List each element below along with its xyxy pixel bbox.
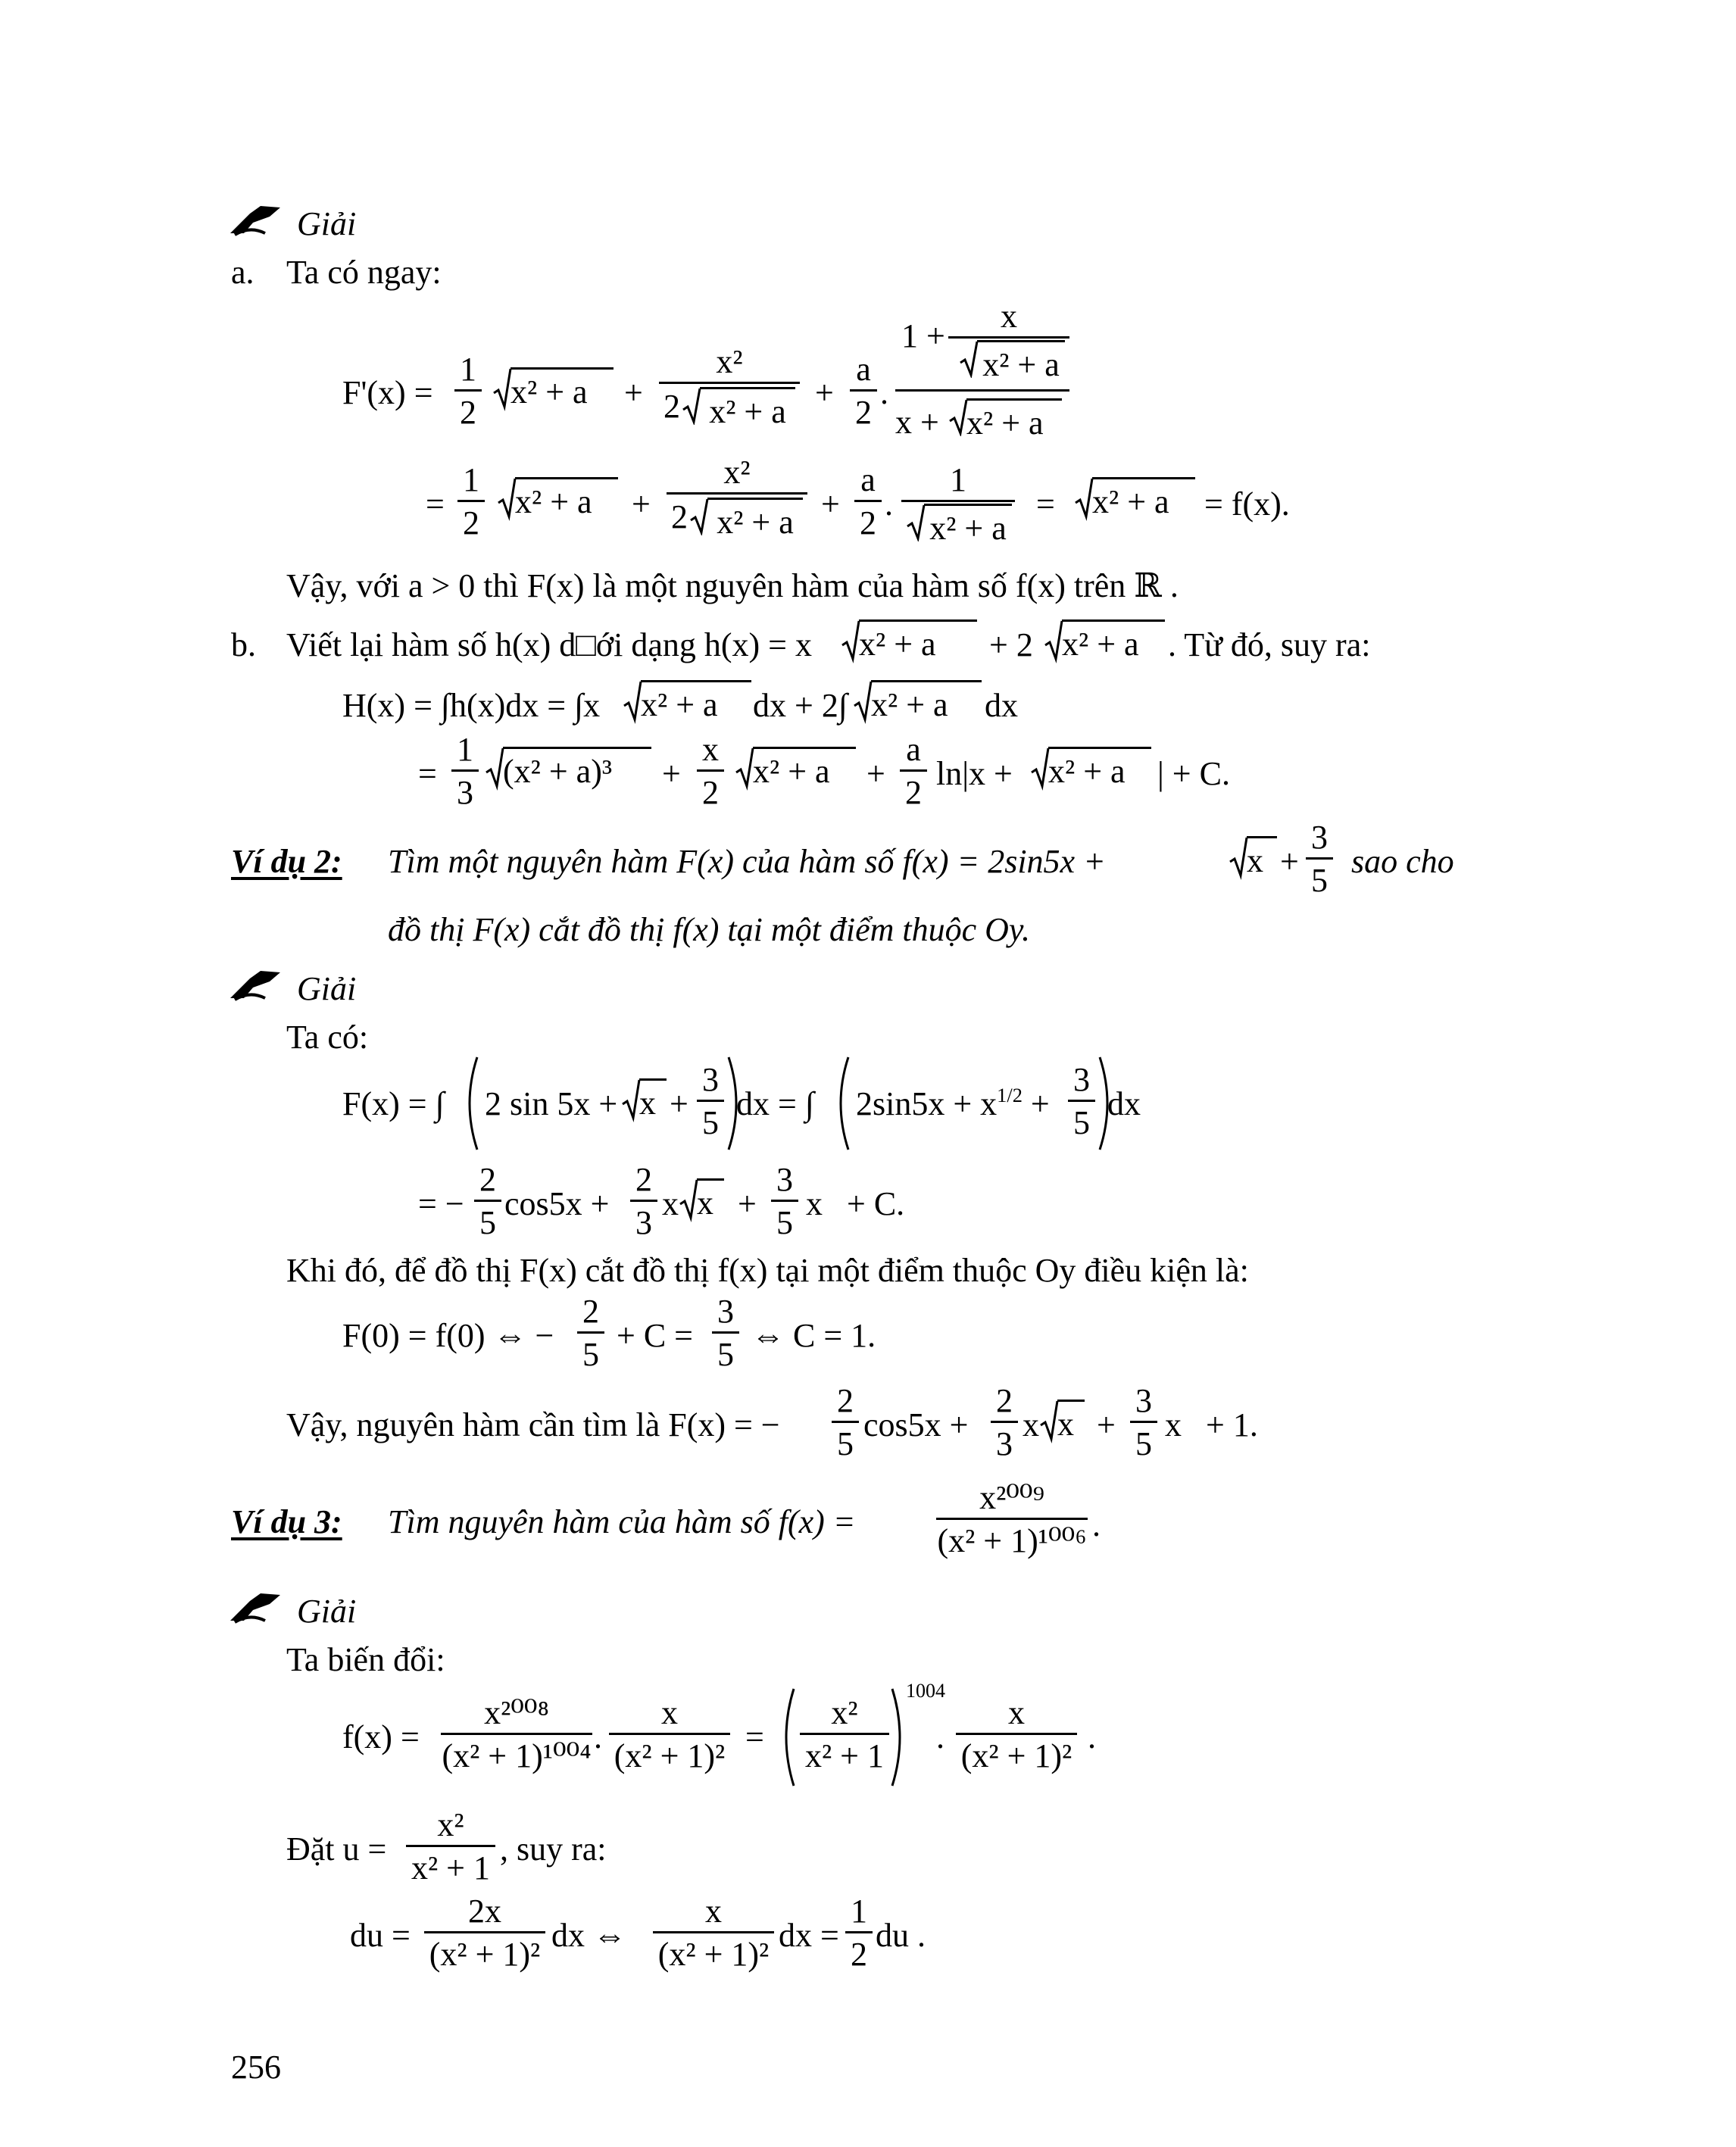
fraction-x-half: x 2	[697, 733, 724, 810]
sqrt-x: x	[1229, 836, 1277, 882]
fraction-a-half: a 2	[850, 353, 877, 429]
dx-equiv: dx ⇔	[551, 1917, 626, 1954]
substitution: Đặt u =	[286, 1830, 387, 1868]
part-a-intro: Ta có ngay:	[286, 254, 442, 291]
x-factor: x	[662, 1185, 679, 1222]
ln-tail: | + C.	[1157, 755, 1230, 792]
plus-sign: +	[1097, 1406, 1116, 1443]
plus-sign: +	[815, 374, 834, 411]
period: .	[1088, 1718, 1096, 1755]
fraction-two-fifths: 2 5	[474, 1163, 501, 1240]
example-2-problem-line2: đồ thị F(x) cắt đồ thị f(x) tại một điểm thuộc Oy.	[388, 911, 1031, 948]
sqrt-x: x	[621, 1078, 667, 1124]
solution-heading: Giải	[297, 970, 357, 1007]
writing-hand-icon	[227, 203, 283, 238]
fraction-2x: 2x (x² + 1)²	[424, 1895, 545, 1971]
part-a-conclusion: Vậy, với a > 0 thì F(x) là một nguyên hàm của hàm số f(x) trên ℝ .	[286, 567, 1179, 604]
sqrt-term: x² + a	[623, 680, 751, 726]
cos-term: cos5x +	[504, 1185, 610, 1222]
answer-text: Vậy, nguyên hàm cần tìm là F(x) = −	[286, 1406, 780, 1443]
page-number: 256	[231, 2049, 281, 2086]
fraction-x2: x² 2 x² + a	[659, 345, 800, 425]
condition-eq: F(0) = f(0) ⇔ −	[342, 1317, 554, 1354]
fraction-three-fifths: 3 5	[1306, 821, 1333, 897]
integral-mid: dx = ∫	[736, 1085, 814, 1122]
sqrt-term: x² + a	[497, 477, 618, 523]
hx-line1-b: dx + 2∫	[753, 687, 848, 724]
x-factor: x	[1023, 1406, 1039, 1443]
left-paren	[830, 1054, 853, 1153]
plus-sign: +	[670, 1085, 688, 1122]
sqrt-term: x² + a	[853, 680, 982, 726]
fprime-lhs: F'(x) =	[342, 374, 433, 411]
sqrt-term: x² + a	[1044, 619, 1165, 665]
part-b-text-3: . Từ đó, suy ra:	[1168, 626, 1371, 663]
fraction-x2: x² 2 x² + a	[667, 456, 807, 535]
fraction-three-fifths: 3 5	[697, 1063, 724, 1140]
period: .	[1092, 1506, 1101, 1543]
big-fraction: 1 + x x² + a x + x² + a	[895, 295, 1069, 447]
fraction-x2009: x²⁰⁰⁹ (x² + 1)¹⁰⁰⁶	[937, 1479, 1087, 1559]
solution-heading: Giải	[297, 1593, 357, 1630]
fraction-x2008: x²⁰⁰⁸ (x² + 1)¹⁰⁰⁴	[442, 1694, 592, 1774]
condition-result: ⇔ C = 1.	[751, 1317, 876, 1354]
equals: =	[745, 1718, 764, 1755]
fraction-three-fifths: 3 5	[712, 1295, 739, 1372]
fraction-third: 1 3	[451, 733, 479, 810]
equals: =	[418, 755, 437, 792]
fraction-x2-over-x2p1: x² x² + 1	[406, 1808, 495, 1885]
fraction-three-fifths: 3 5	[1130, 1384, 1157, 1461]
plus-sign: +	[738, 1185, 757, 1222]
fraction-x-over-sq: x (x² + 1)²	[653, 1895, 774, 1971]
plus-sign: +	[1280, 843, 1299, 880]
hx-line1-c: dx	[985, 687, 1018, 724]
du-end: du .	[876, 1917, 926, 1954]
sqrt-x: x	[1039, 1400, 1085, 1445]
fx-integral-lhs: F(x) = ∫	[342, 1085, 445, 1122]
part-b-label: b.	[231, 626, 256, 663]
part-b-text-1: Viết lại hàm số h(x) d□ới dạng h(x) = x	[286, 626, 812, 663]
solution-heading: Giải	[297, 205, 357, 242]
constant-c: + C.	[847, 1185, 905, 1222]
fraction-three-fifths: 3 5	[771, 1163, 798, 1240]
fraction-a-half: a 2	[854, 463, 882, 540]
dot: .	[594, 1718, 602, 1755]
dot: .	[936, 1718, 944, 1755]
example-3-problem: Tìm nguyên hàm của hàm số f(x) =	[388, 1503, 856, 1540]
example-3-intro: Ta biến đổi:	[286, 1641, 445, 1678]
fraction-two-fifths: 2 5	[832, 1384, 859, 1461]
example-3-label: Ví dụ 3:	[231, 1503, 342, 1540]
sqrt-term: x² + a	[1030, 747, 1151, 792]
fraction-two-thirds: 2 3	[630, 1163, 657, 1240]
fraction-two-fifths: 2 5	[577, 1295, 604, 1372]
plus-sign: +	[866, 755, 885, 792]
part-a-label: a.	[231, 254, 254, 291]
fraction-two-thirds: 2 3	[991, 1384, 1018, 1461]
ln-term: ln|x +	[936, 755, 1013, 792]
exponent-1004: 1004	[906, 1680, 945, 1702]
fraction-one-over-sqrt: 1 x² + a	[901, 463, 1015, 543]
equals: =	[1036, 485, 1055, 523]
fraction-a-half: a 2	[900, 733, 927, 810]
fraction-x-over-sq: x (x² + 1)²	[609, 1696, 730, 1773]
example-2-problem-tail: sao cho	[1351, 843, 1454, 880]
dot: .	[880, 374, 888, 411]
fraction-x-over-sq: x (x² + 1)²	[956, 1696, 1077, 1773]
sqrt-cube: (x² + a)³	[485, 747, 651, 792]
sqrt-x: x	[679, 1178, 724, 1224]
sqrt-term: x² + a	[1074, 477, 1195, 523]
left-paren	[776, 1686, 798, 1789]
du-lhs: du =	[350, 1917, 411, 1954]
part-b-text-2: + 2	[989, 626, 1033, 663]
x-factor: x	[1165, 1406, 1182, 1443]
fraction-three-fifths: 3 5	[1068, 1063, 1095, 1140]
cos-term: cos5x +	[863, 1406, 969, 1443]
result-fx: = f(x).	[1204, 485, 1290, 523]
fraction-x2-over-x2p1: x² x² + 1	[800, 1696, 889, 1773]
plus-sign: +	[632, 485, 651, 523]
integrand-1: 2 sin 5x +	[485, 1085, 618, 1122]
answer-end: + 1.	[1206, 1406, 1258, 1443]
example-2-label: Ví dụ 2:	[231, 843, 342, 880]
equals: =	[426, 485, 445, 523]
plus-sign: +	[624, 374, 643, 411]
fraction-half: 1 2	[845, 1895, 873, 1971]
substitution-tail: , suy ra:	[500, 1830, 607, 1868]
example-2-intro: Ta có:	[286, 1019, 369, 1056]
fraction-half: 1 2	[457, 463, 485, 540]
integral-end: dx	[1107, 1085, 1141, 1122]
sqrt-term: x² + a	[735, 747, 856, 792]
x-factor: x	[806, 1185, 823, 1222]
writing-hand-icon	[227, 1590, 283, 1625]
fx-lhs: f(x) =	[342, 1718, 420, 1755]
integrand-2: $2\sin 5x + x^{1/2}$ +	[856, 1083, 1050, 1122]
dot: .	[885, 485, 893, 523]
plus-sign: +	[821, 485, 840, 523]
fraction-half: 1 2	[454, 353, 482, 429]
sqrt-term: x² + a	[492, 367, 614, 413]
writing-hand-icon	[227, 968, 283, 1003]
hx-line1-a: H(x) = ∫h(x)dx = ∫x	[342, 687, 601, 724]
example-2-problem: Tìm một nguyên hàm F(x) của hàm số f(x) = 2sin5x +	[388, 843, 1106, 880]
line2-start: = −	[418, 1185, 464, 1222]
condition-text: Khi đó, để đồ thị F(x) cắt đồ thị f(x) tại một điểm thuộc Oy điều kiện là:	[286, 1252, 1249, 1289]
left-paren	[459, 1054, 482, 1153]
condition-c: + C =	[617, 1317, 693, 1354]
sqrt-term: x² + a	[841, 619, 977, 665]
dx-eq: dx =	[779, 1917, 839, 1954]
plus-sign: +	[662, 755, 681, 792]
